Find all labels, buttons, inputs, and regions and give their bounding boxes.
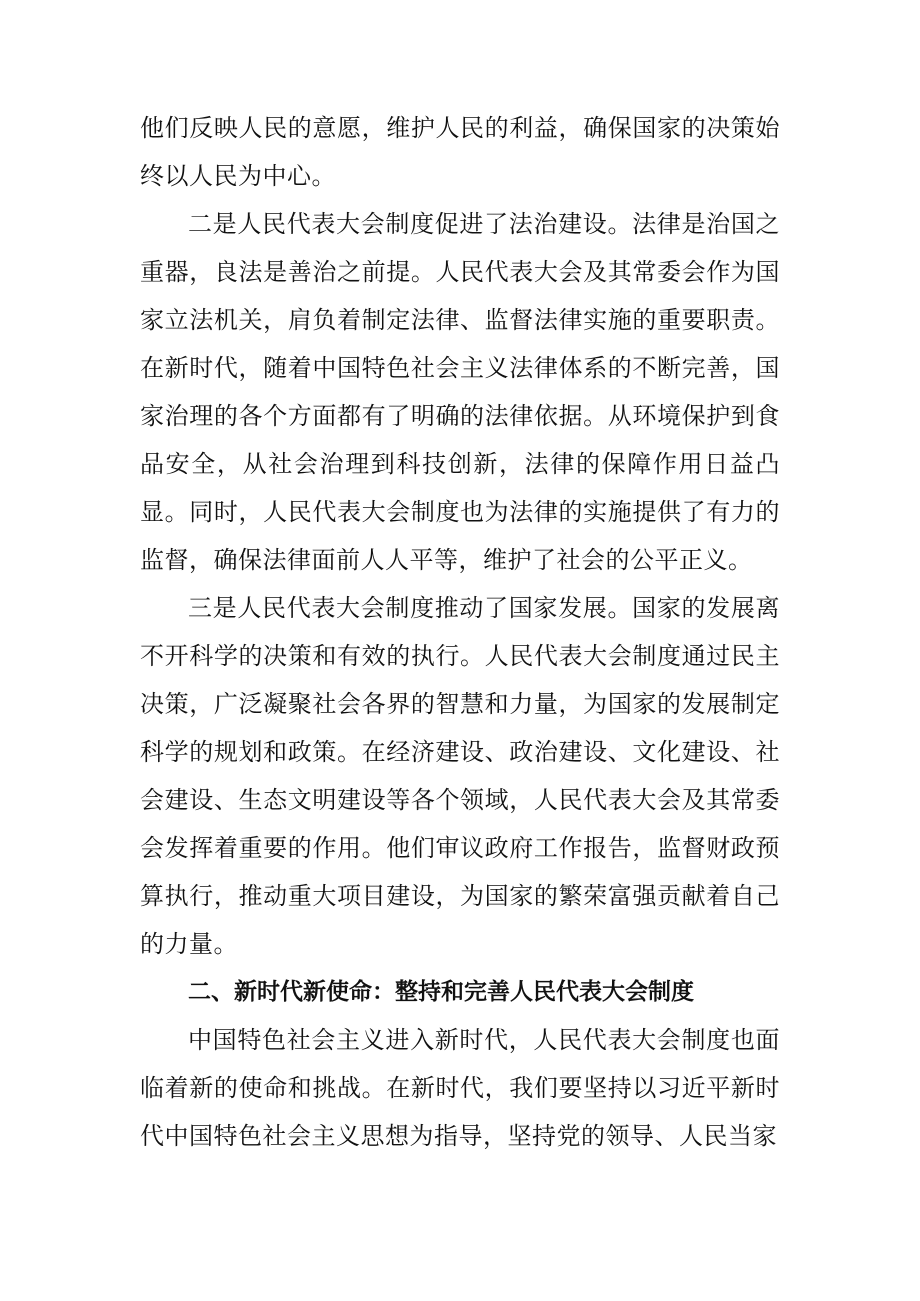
paragraph-continuation: 他们反映人民的意愿，维护人民的利益，确保国家的决策始终以人民为中心。 xyxy=(140,114,780,190)
section-heading: 二、新时代新使命：整持和完善人民代表大会制度 xyxy=(188,979,694,1005)
paragraph-new-era: 中国特色社会主义进入新时代，人民代表大会制度也面临着新的使命和挑战。在新时代，我们要坚持以习近平新时代中国特色社会主义思想为指导，坚持党的领导、人民当家 xyxy=(140,1026,780,1150)
paragraph-national-development: 三是人民代表大会制度推动了国家发展。国家的发展离不开科学的决策和有效的执行。人民代表大会制度通过民主决策，广泛凝聚社会各界的智慧和力量，为国家的发展制定科学的规划和政策。在经济建设、政治建设、文化建设、社会建设、生态文明建设等各个领域，人民代表大会及其常委会发挥着重要的作用。他们审议政府工作报告，监督财政预算执行，推动重大项目建设，为国家的繁荣富强贡献着自己的力量。 xyxy=(140,594,780,958)
document-page xyxy=(140,104,780,1160)
paragraph-rule-of-law: 二是人民代表大会制度促进了法治建设。法律是治国之重器，良法是善治之前提。人民代表大会及其常委会作为国家立法机关，肩负着制定法律、监督法律实施的重要职责。在新时代，随着中国特色社会主义法律体系的不断完善，国家治理的各个方面都有了明确的法律依据。从环境保护到食品安全，从社会治理到科技创新，法律的保障作用日益凸显。同时，人民代表大会制度也为法律的实施提供了有力的监督，确保法律面前人人平等，维护了社会的公平正义。 xyxy=(140,210,780,574)
